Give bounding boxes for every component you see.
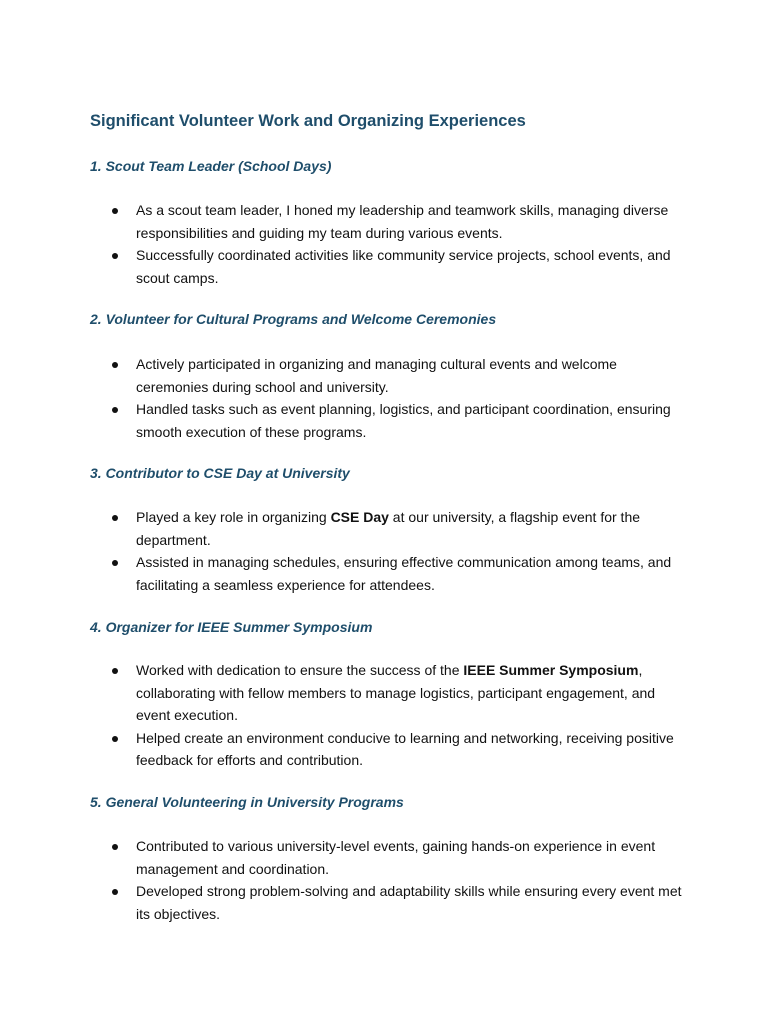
bullet-text: As a scout team leader, I honed my leadership and teamwork skills, managing diverse responsibilities and guiding my team during various events. <box>136 202 669 241</box>
section-heading-cse-day: 3. Contributor to CSE Day at University <box>90 465 350 481</box>
bullet-text-bold: IEEE Summer Symposium <box>463 662 639 678</box>
section-4-bullet-list <box>112 659 692 772</box>
section-heading-scout-team-leader: 1. Scout Team Leader (School Days) <box>90 158 332 174</box>
bullet-icon <box>112 889 118 895</box>
list-item <box>112 551 692 596</box>
section-heading-general-volunteering: 5. General Volunteering in University Programs <box>90 794 404 810</box>
bullet-text: Developed strong problem-solving and adaptability skills while ensuring every event met its objectives. <box>136 883 682 922</box>
bullet-icon <box>112 515 118 521</box>
section-2-bullet-list <box>112 353 692 443</box>
bullet-icon <box>112 560 118 566</box>
bullet-text-post: at our university, a flagship event for the department. <box>136 509 641 548</box>
bullet-icon <box>112 736 118 742</box>
bullet-text-pre: Worked with dedication to ensure the success of the <box>136 662 464 678</box>
bullet-text-post: , collaborating with fellow members to manage logistics, participant engagement, and event execution. <box>136 662 656 723</box>
list-item <box>112 727 692 772</box>
bullet-text: Contributed to various university-level events, gaining hands-on experience in event management and coordination. <box>136 838 656 877</box>
section-heading-cultural-programs: 2. Volunteer for Cultural Programs and Welcome Ceremonies <box>90 311 497 327</box>
bullet-icon <box>112 407 118 413</box>
section-1-bullet-list <box>112 199 692 289</box>
list-item <box>112 199 692 244</box>
list-item <box>112 880 692 925</box>
bullet-text: Assisted in managing schedules, ensuring effective communication among teams, and facilitating a seamless experience for attendees. <box>136 554 672 593</box>
bullet-text-pre: Played a key role in organizing <box>136 509 331 525</box>
bullet-icon <box>112 208 118 214</box>
list-item <box>112 659 692 727</box>
bullet-icon <box>112 362 118 368</box>
bullet-text-bold: CSE Day <box>330 509 389 525</box>
bullet-text: Actively participated in organizing and managing cultural events and welcome ceremonies during school and university. <box>136 356 617 395</box>
document-title: Significant Volunteer Work and Organizing Experiences <box>90 112 526 130</box>
bullet-text: Helped create an environment conducive to learning and networking, receiving positive feedback for efforts and contribution. <box>136 729 674 768</box>
bullet-text: Successfully coordinated activities like community service projects, school events, and scout camps. <box>136 247 671 286</box>
bullet-icon <box>112 844 118 850</box>
list-item <box>112 353 692 398</box>
bullet-icon <box>112 668 118 674</box>
list-item <box>112 398 692 443</box>
list-item <box>112 244 692 289</box>
list-item <box>112 835 692 880</box>
bullet-text: Handled tasks such as event planning, logistics, and participant coordination, ensuring smooth execution of these programs. <box>136 401 671 440</box>
section-5-bullet-list <box>112 835 692 925</box>
bullet-icon <box>112 253 118 259</box>
section-3-bullet-list <box>112 506 692 596</box>
list-item <box>112 506 692 551</box>
section-heading-ieee-symposium: 4. Organizer for IEEE Summer Symposium <box>90 619 373 635</box>
